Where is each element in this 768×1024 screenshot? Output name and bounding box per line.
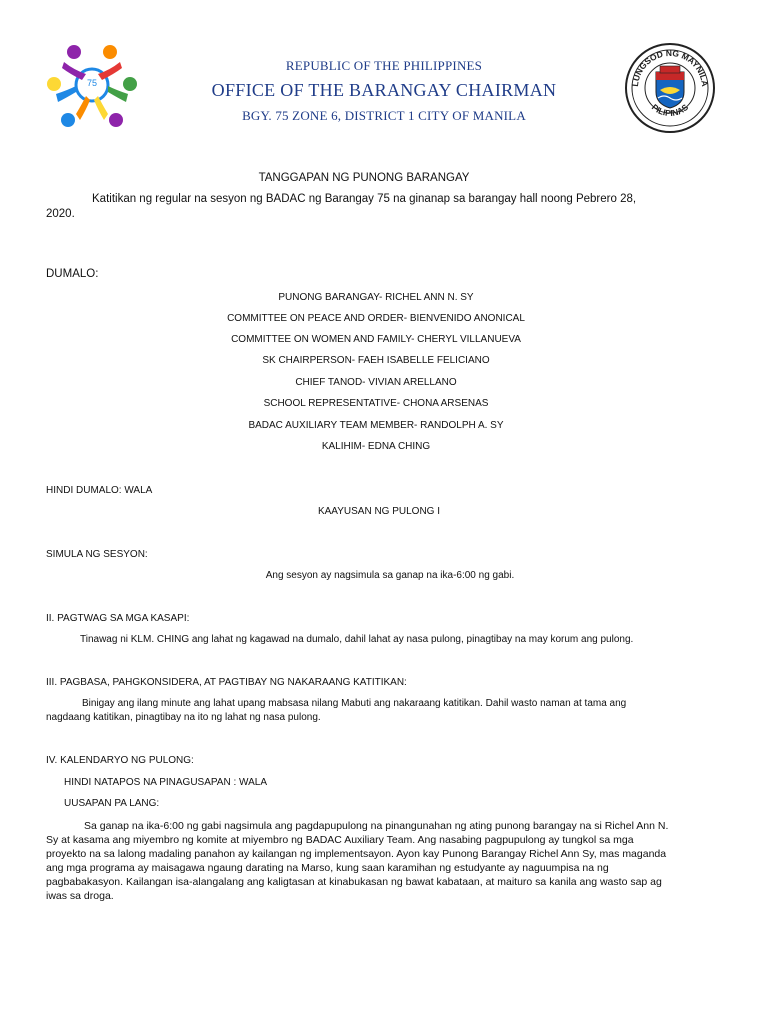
member-5: CHIEF TANOD- VIVIAN ARELLANO [295, 377, 457, 388]
seal-top-text: LUNGSOD NG MAYNILA [629, 47, 711, 88]
header-country: REPUBLIC OF THE PHILIPPINES [285, 58, 483, 73]
paragraph-line-5: pagbabakasyon. Kailangan isa-alangalang ang kaligtasan at kinabukasan ng bawat kabataan, at maituro sa kanila ang wasto sap ag [46, 876, 662, 888]
simula-heading: SIMULA NG SESYON: [46, 549, 148, 560]
pagbasa-line-2: nagdaang katitikan, pinagtibay na ito ng lahat ng nasa pulong. [46, 712, 321, 723]
logo-number: 75 [86, 78, 97, 88]
intro-line-1: Katitikan ng regular na sesyon ng BADAC ng Barangay 75 na ginanap sa barangay hall noong Pebrero 28, [92, 193, 637, 205]
member-4: SK CHAIRPERSON- FAEH ISABELLE FELICIANO [262, 355, 490, 366]
simula-text: Ang sesyon ay nagsimula sa ganap na ika-6:00 ng gabi. [265, 570, 515, 581]
seal-lettering [620, 42, 720, 134]
svg-text:PILIPINAS [650, 102, 690, 118]
intro-line-2: 2020. [46, 208, 75, 220]
pagtawag-heading: II. PAGTWAG SA MGA KASAPI: [46, 613, 190, 624]
hindi-natapos: HINDI NATAPOS NA PINAGUSAPAN : WALA [64, 777, 268, 788]
member-3: COMMITTEE ON WOMEN AND FAMILY- CHERYL VILLANUEVA [231, 334, 521, 345]
pagtawag-text: Tinawag ni KLM. CHING ang lahat ng kagawad na dumalo, dahil lahat ay nasa pulong, pinagtibay na may korum ang pulong. [80, 634, 634, 645]
uusapan-label: UUSAPAN PA LANG: [64, 798, 160, 809]
agenda-title: KAAYUSAN NG PULONG I [317, 506, 441, 517]
dumalo-label: DUMALO: [46, 268, 99, 280]
header-office: OFFICE OF THE BARANGAY CHAIRMAN [211, 80, 557, 100]
paragraph-line-1: Sa ganap na ika-6:00 ng gabi nagsimula ang pagdapupulong na pinangunahan ng ating punong barangay na si Richel Ann N. [84, 820, 669, 832]
hindi-dumalo: HINDI DUMALO: WALA [46, 485, 153, 496]
paragraph-line-2: Sy at kasama ang miyembro ng komite at miyembro ng BADAC Auxiliary Team. Ang nasabing pagpupulong ay tungkol sa mga [46, 834, 634, 846]
seal-bottom-text: PILIPINAS [649, 102, 691, 119]
paragraph-line-6: iwas sa droga. [46, 890, 114, 902]
paragraph-line-3: proyekto na sa lalong madaling panahon ay kailangan ng implementsayon. Ayon kay Punong Barangay Richel Ann Sy, mas maganda [46, 848, 667, 860]
pagbasa-line-1: Binigay ang ilang minute ang lahat upang mabsasa nilang Mabuti ang nakaraang katitikan. Dahil wasto naman at tama ang [82, 698, 627, 709]
member-7: BADAC AUXILIARY TEAM MEMBER- RANDOLPH A. SY [248, 420, 504, 431]
member-1: PUNONG BARANGAY- RICHEL ANN N. SY [278, 292, 474, 303]
city-of-manila-seal [620, 42, 720, 134]
paragraph-line-4: ang mga programa ay maisagawa ngaung darating na Marso, kung saan karamihan ng estudyante ay naguumpisa na ng [46, 862, 609, 874]
kalendaryo-heading: IV. KALENDARYO NG PULONG: [46, 755, 194, 766]
member-2: COMMITTEE ON PEACE AND ORDER- BIENVENIDO ANONICAL [227, 313, 525, 324]
svg-text:LUNGSOD NG MAYNILA [630, 48, 710, 87]
pagbasa-heading: III. PAGBASA, PAHGKONSIDERA, AT PAGTIBAY NG NAKARAANG KATITIKAN: [46, 677, 407, 688]
document-title: TANGGAPAN NG PUNONG BARANGAY [258, 172, 470, 184]
member-8: KALIHIM- EDNA CHING [321, 441, 431, 452]
member-6: SCHOOL REPRESENTATIVE- CHONA ARSENAS [263, 398, 489, 409]
header-address: BGY. 75 ZONE 6, DISTRICT 1 CITY OF MANILA [242, 108, 526, 123]
